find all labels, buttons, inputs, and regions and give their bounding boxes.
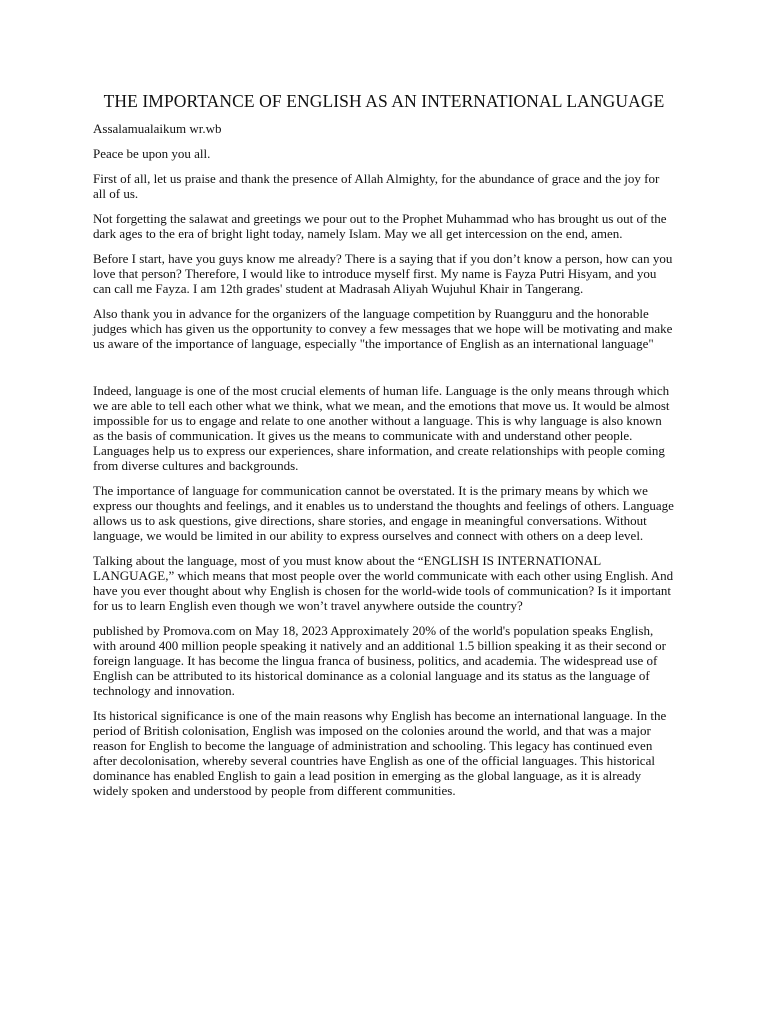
document-title: THE IMPORTANCE OF ENGLISH AS AN INTERNATIONAL LANGUAGE <box>103 91 665 111</box>
section-spacer <box>93 361 675 383</box>
praise-paragraph: First of all, let us praise and thank the presence of Allah Almighty, for the abundance of grace and the joy for all of us. <box>93 171 660 201</box>
language-importance-paragraph: Indeed, language is one of the most crucial elements of human life. Language is the only means through which we are able to tell each other what we think, what we mean, and the emotions that move us. It would be almost impossible for us to engage and relate to one another without a language. This is why language is also known as the basis of communication. It gives us the means to communicate with and understand other people. Languages help us to express our experiences, share information, and create relationships with people coming from diverse cultures and backgrounds. <box>93 383 670 473</box>
communication-paragraph: The importance of language for communication cannot be overstated. It is the primary means by which we express our thoughts and feelings, and it enables us to understand the thoughts and feelings of others. Language allows us to ask questions, give directions, share stories, and engage in meaningful conversations. Without language, we would be limited in our ability to express ourselves and connect with others on a deep level. <box>93 483 674 543</box>
peace-paragraph: Peace be upon you all. <box>93 146 211 161</box>
historical-significance-paragraph: Its historical significance is one of the main reasons why English has become an international language. In the period of British colonisation, English was imposed on the colonies around the world, and that was a major reason for English to become the language of administration and schooling. This legacy has continued even after decolonisation, whereby several countries have English as one of the official languages. This historical dominance has enabled English to gain a lead position in emerging as the global language, as it is already widely spoken and understood by people from different communities. <box>93 708 667 798</box>
introduction-paragraph: Before I start, have you guys know me already? There is a saying that if you don’t know a person, how can you love that person? Therefore, I would like to introduce myself first. My name is Fayza Putri Hisyam, and you can call me Fayza. I am 12th grades' student at Madrasah Aliyah Wujuhul Khair in Tangerang. <box>93 251 673 296</box>
salawat-paragraph: Not forgetting the salawat and greetings we pour out to the Prophet Muhammad who has brought us out of the dark ages to the era of bright light today, namely Islam. May we all get intercession on the end, amen. <box>93 211 667 241</box>
statistics-paragraph: published by Promova.com on May 18, 2023 Approximately 20% of the world's population speaks English, with around 400 million people speaking it natively and an additional 1.5 billion speaking it as their second or foreign language. It has become the lingua franca of business, politics, and academia. The widespread use of English can be attributed to its historical dominance as a colonial language and its status as the language of technology and innovation. <box>93 623 666 698</box>
greeting-paragraph: Assalamualaikum wr.wb <box>93 121 222 136</box>
thanks-paragraph: Also thank you in advance for the organizers of the language competition by Ruangguru and the honorable judges which has given us the opportunity to convey a few messages that we hope will be motivating and make us aware of the importance of language, especially "the importance of English as an international language" <box>93 306 673 351</box>
english-international-paragraph: Talking about the language, most of you must know about the “ENGLISH IS INTERNATIONAL LANGUAGE,” which means that most people over the world communicate with each other using English. And have you ever thought about why English is chosen for the world-wide tools of communication? Is it important for us to learn English even though we won’t travel anywhere outside the country? <box>93 553 674 613</box>
document-body <box>93 88 675 808</box>
